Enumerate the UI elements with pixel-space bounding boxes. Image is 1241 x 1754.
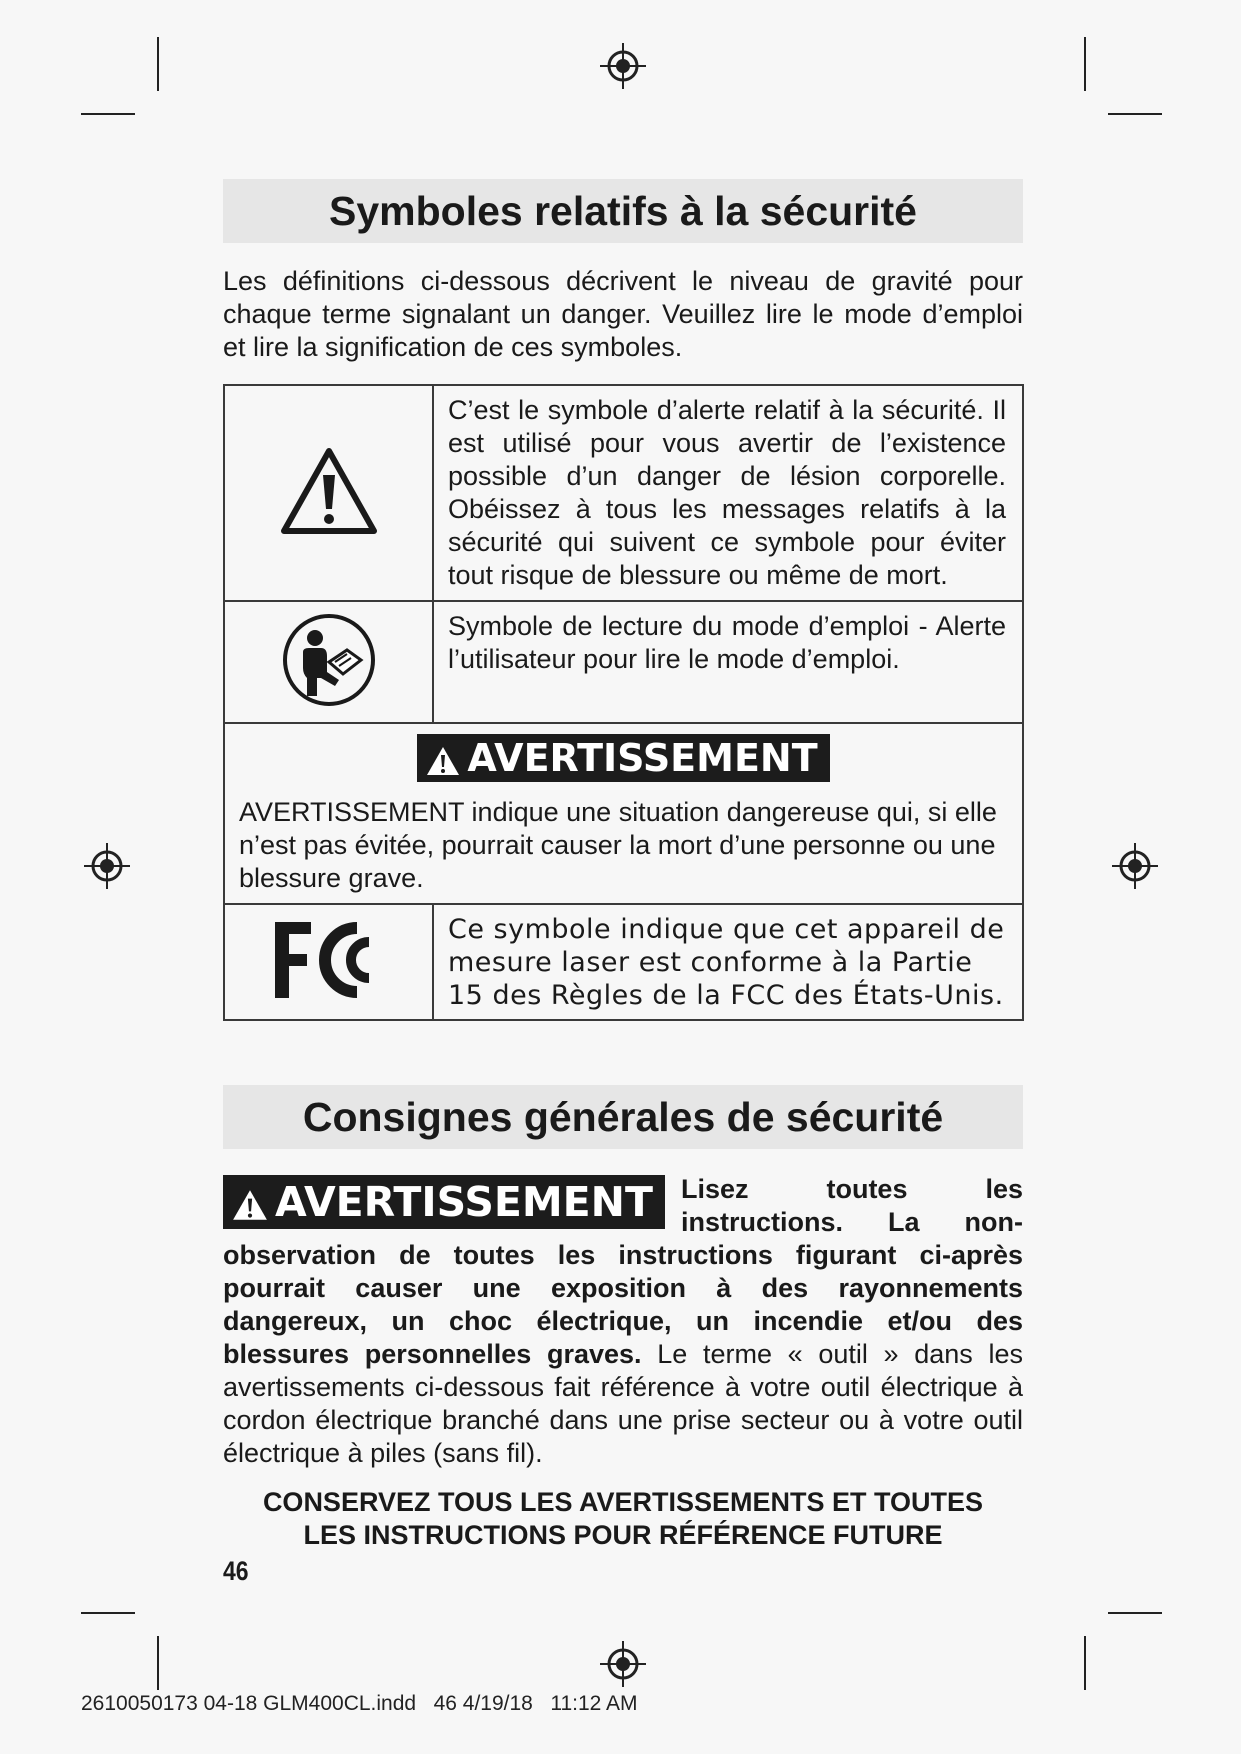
warning-definition-cell (224, 723, 1023, 904)
crop-mark (157, 37, 159, 91)
warning-badge (223, 1175, 665, 1229)
registration-mark-icon (84, 843, 130, 889)
warning-triangle-icon (425, 745, 461, 777)
table-row (224, 723, 1023, 904)
warning-badge (417, 734, 829, 782)
page-content (223, 179, 1023, 1552)
general-safety-bold-text: Lisez toutes les instructions. La non-observation de toutes les instructions figurant ci-après pourrait causer une exposition à des rayonnements dangereux, un choc électrique, un incendie et/ou des blessures personnelles graves. (223, 1174, 1023, 1369)
icon-cell (224, 385, 433, 601)
section-title-safety-symbols: Symboles relatifs à la sécurité (223, 179, 1023, 243)
crop-mark (81, 1612, 135, 1614)
manual-symbol-description: Symbole de lecture du mode d’emploi - Alerte l’utilisateur pour lire le mode d’emploi. (433, 601, 1023, 723)
warning-definition-text: AVERTISSEMENT indique une situation dangereuse qui, si elle n’est pas évitée, pourrait causer la mort d’une personne ou une blessure grave. (239, 797, 997, 893)
safety-alert-icon (279, 445, 379, 537)
warning-badge-label: AVERTISSEMENT (275, 1178, 653, 1226)
fcc-logo-icon (271, 918, 387, 1002)
conserve-line: LES INSTRUCTIONS POUR RÉFÉRENCE FUTURE (303, 1520, 943, 1550)
crop-mark (1084, 37, 1086, 91)
icon-cell (224, 904, 433, 1020)
registration-mark-icon (1112, 843, 1158, 889)
crop-mark (81, 113, 135, 115)
crop-mark (1084, 1636, 1086, 1690)
table-row (224, 601, 1023, 723)
registration-mark-icon (600, 1641, 646, 1687)
warning-triangle-icon (231, 1188, 269, 1222)
table-row (224, 385, 1023, 601)
icon-cell (224, 601, 433, 723)
section-title-general-safety: Consignes générales de sécurité (223, 1085, 1023, 1149)
conserve-line: CONSERVEZ TOUS LES AVERTISSEMENTS ET TOUTES (262, 1487, 984, 1517)
intro-paragraph: Les définitions ci-dessous décrivent le niveau de gravité pour chaque terme signalant un danger. Veuillez lire le mode d’emploi et lire la signification de ces symboles. (223, 266, 1023, 362)
fcc-logo-text: FC (270, 917, 272, 919)
crop-mark (1108, 1612, 1162, 1614)
table-row (224, 904, 1023, 1020)
general-safety-text: Le terme « outil » dans les avertissements ci-dessous fait référence à votre outil électrique à cordon électrique branché dans une prise secteur ou à votre outil électrique à piles (sans fil). (223, 1339, 1023, 1468)
crop-mark (157, 1636, 159, 1690)
alert-symbol-description: C’est le symbole d’alerte relatif à la sécurité. Il est utilisé pour vous avertir de l’existence possible d’un danger de lésion corporelle. Obéissez à tous les messages relatifs à la sécurité qui suivent ce symbole pour éviter tout risque de blessure ou même de mort. (433, 385, 1023, 601)
symbols-table (223, 384, 1024, 1021)
conserve-instructions (223, 1486, 1023, 1552)
registration-mark-icon (600, 43, 646, 89)
crop-mark (1108, 113, 1162, 115)
fcc-symbol-description: Ce symbole indique que cet appareil de mesure laser est conforme à la Partie 15 des Règles de la FCC des États-Unis. (433, 904, 1023, 1020)
warning-badge-label: AVERTISSEMENT (467, 736, 818, 780)
page-number: 46 (223, 1556, 249, 1586)
general-safety-paragraph (223, 1173, 1023, 1470)
read-manual-icon (281, 612, 377, 708)
print-footer: 2610050173 04-18 GLM400CL.indd 46 4/19/18 11:12 AM (81, 1692, 638, 1715)
